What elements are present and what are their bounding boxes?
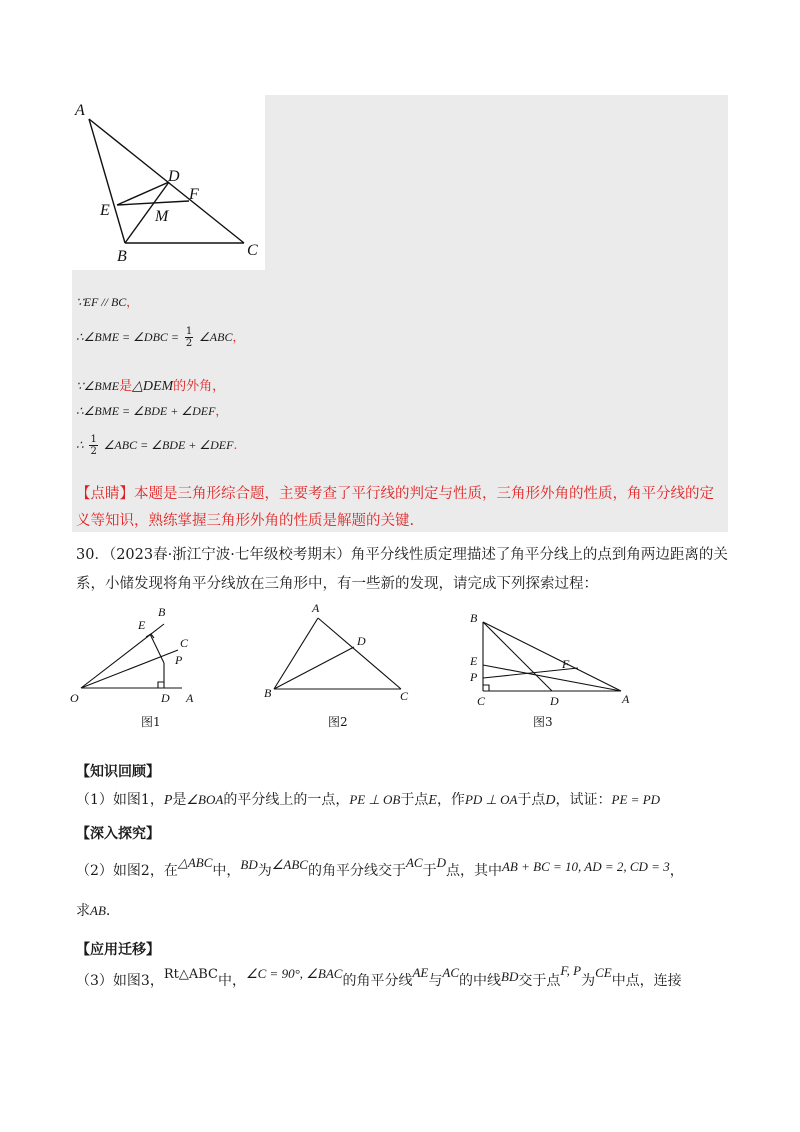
label-E: E bbox=[100, 202, 110, 219]
label-C: C bbox=[247, 242, 258, 259]
label-B: B bbox=[470, 611, 478, 625]
caption-figure-1: 图1 bbox=[141, 715, 161, 729]
label-B: B bbox=[264, 686, 272, 700]
label-D: D bbox=[168, 168, 180, 185]
label-C: C bbox=[477, 694, 486, 708]
fraction-half: $\frac{1}{2}$ bbox=[185, 326, 193, 349]
label-C: C bbox=[180, 636, 189, 650]
label-B: B bbox=[117, 248, 127, 265]
solution-line-1: ∵EF // BC， bbox=[76, 295, 139, 309]
heading-deep-exploration: 【深入探究】 bbox=[76, 826, 160, 842]
label-F: F bbox=[189, 186, 199, 203]
label-B: B bbox=[158, 605, 166, 619]
figure-1 bbox=[70, 604, 210, 708]
label-E: E bbox=[470, 654, 478, 668]
heading-application: 【应用迁移】 bbox=[76, 942, 160, 958]
label-O: O bbox=[70, 691, 79, 705]
label-P: P bbox=[175, 653, 183, 667]
question-1: （1）如图1，P是∠BOA的平分线上的一点，PE ⊥ OB于点E，作PD ⊥ OA于点D，试证：PE = PD bbox=[76, 792, 661, 808]
label-A: A bbox=[312, 601, 320, 615]
caption-figure-3: 图3 bbox=[533, 715, 553, 729]
label-M: M bbox=[155, 208, 169, 225]
label-A: A bbox=[622, 692, 630, 706]
label-P: P bbox=[470, 670, 478, 684]
triangle-abc-figure bbox=[72, 95, 265, 270]
question-2: （2）如图2，在△ABC中，BD为∠ABC的角平分线交于AC于D点，其中AB + BC = 10, AD = 2, CD = 3， bbox=[76, 855, 684, 879]
figure-3 bbox=[466, 610, 636, 710]
heading-knowledge-review: 【知识回顾】 bbox=[76, 764, 160, 780]
label-D: D bbox=[550, 694, 559, 708]
solution-figure bbox=[72, 95, 265, 270]
label-A: A bbox=[186, 691, 194, 705]
fraction-half: $\frac{1}{2}$ bbox=[90, 434, 97, 457]
label-C: C bbox=[400, 689, 409, 703]
label-D: D bbox=[357, 634, 366, 648]
label-F: F bbox=[562, 657, 570, 671]
question-3: （3）如图3，Rt△ABC中，∠C = 90°, ∠BAC的角平分线AE与AC的中线BD交于点F, P为CE中点，连接 bbox=[76, 963, 682, 989]
question-2-cont: 求AB. bbox=[76, 903, 111, 919]
figure-2 bbox=[262, 600, 414, 708]
solution-line-5: ∴ $\frac{1}{2}$ ∠ABC = ∠BDE + ∠DEF. bbox=[76, 434, 238, 457]
comment-paragraph: 【点睛】本题是三角形综合题，主要考查了平行线的判定与性质，三角形外角的性质，角平分线的定义等知识，熟练掌握三角形外角的性质是解题的关键. bbox=[76, 486, 714, 529]
problem-intro: 30．（2023春·浙江宁波·七年级校考期末）角平分线性质定理描述了角平分线上的点到角两边距离的关系，小储发现将角平分线放在三角形中，有一些新的发现，请完成下列探索过程： bbox=[76, 547, 728, 592]
label-A: A bbox=[75, 102, 85, 119]
label-E: E bbox=[138, 618, 146, 632]
solution-line-2: ∴∠BME = ∠DBC = $\frac{1}{2}$ ∠ABC， bbox=[76, 326, 245, 349]
solution-line-4: ∴∠BME = ∠BDE + ∠DEF， bbox=[76, 404, 228, 418]
caption-figure-2: 图2 bbox=[328, 715, 348, 729]
solution-line-3: ∵∠BME是△DEM的外角， bbox=[76, 379, 226, 394]
label-D: D bbox=[161, 691, 170, 705]
